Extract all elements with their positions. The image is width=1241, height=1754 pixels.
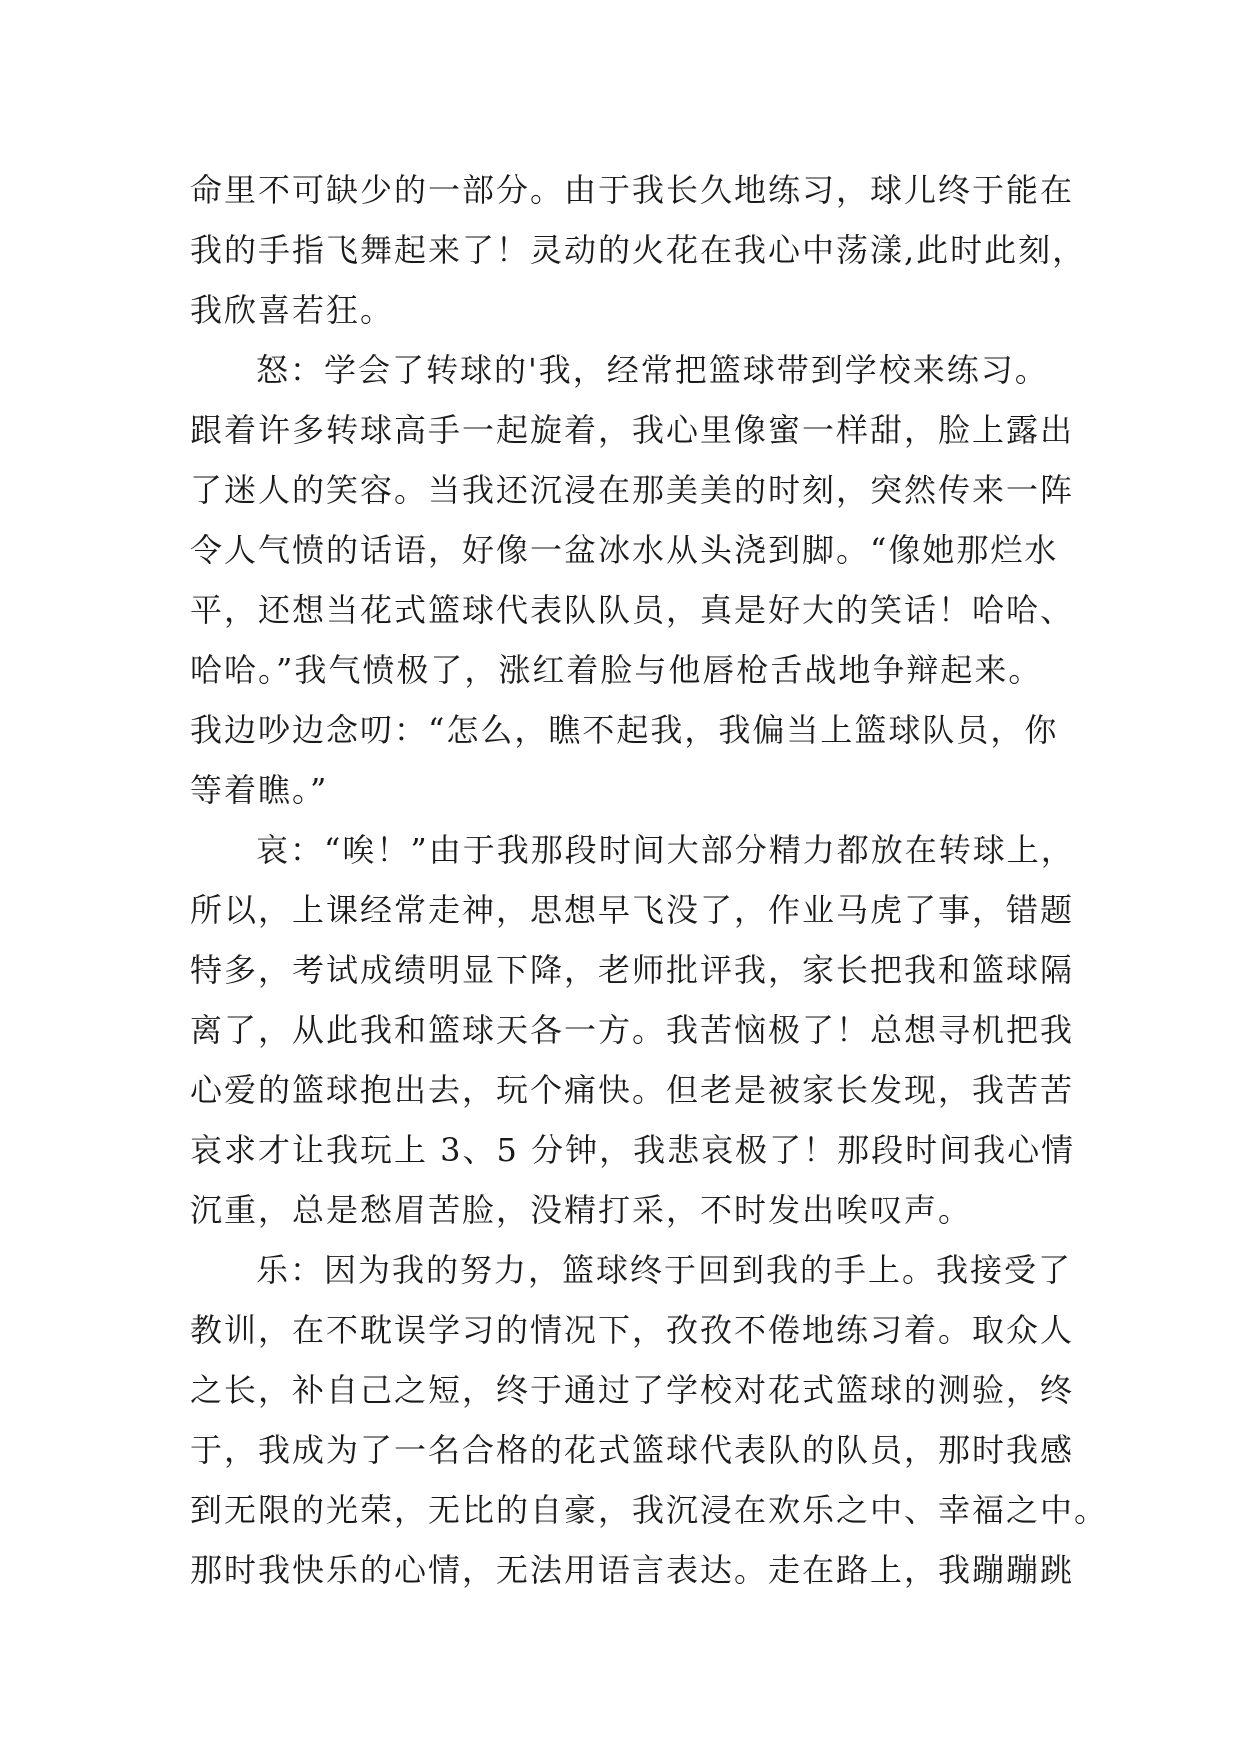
text-line: 我边吵边念叨：“怎么，瞧不起我，我偏当上篮球队员，你 bbox=[190, 711, 1059, 749]
text-line: 沉重，总是愁眉苦脸，没精打采，不时发出唉叹声。 bbox=[190, 1191, 973, 1229]
text-line: 所以，上课经常走神，思想早飞没了，作业马虎了事，错题 bbox=[190, 891, 1075, 929]
text-line: 了迷人的笑容。当我还沉浸在那美美的时刻，突然传来一阵 bbox=[190, 471, 1075, 509]
paragraph-start-line: 怒：学会了转球的'我，经常把篮球带到学校来练习。 bbox=[256, 351, 1049, 389]
text-line: 我欣喜若狂。 bbox=[190, 291, 395, 329]
text-line: 命里不可缺少的一部分。由于我长久地练习，球儿终于能在 bbox=[190, 171, 1075, 209]
text-line: 我的手指飞舞起来了！灵动的火花在我心中荡漾,此时此刻， bbox=[190, 231, 1087, 269]
paragraph-start-line: 乐：因为我的努力，篮球终于回到我的手上。我接受了 bbox=[256, 1251, 1073, 1289]
body-text bbox=[190, 160, 1109, 1600]
text-line: 跟着许多转球高手一起旋着，我心里像蜜一样甜，脸上露出 bbox=[190, 411, 1075, 449]
text-line: 于，我成为了一名合格的花式篮球代表队的队员，那时我感 bbox=[190, 1431, 1075, 1469]
text-line: 平，还想当花式篮球代表队队员，真是好大的笑话！哈哈、 bbox=[190, 591, 1075, 629]
text-line: 哀求才让我玩上 3、5 分钟，我悲哀极了！那段时间我心情 bbox=[190, 1131, 1076, 1169]
text-line: 到无限的光荣，无比的自豪，我沉浸在欢乐之中、幸福之中。 bbox=[190, 1491, 1109, 1529]
paragraph-start-line: 哀：“唉！”由于我那段时间大部分精力都放在转球上， bbox=[256, 831, 1075, 869]
text-line: 等着瞧。” bbox=[190, 771, 329, 809]
text-line: 哈哈。”我气愤极了，涨红着脸与他唇枪舌战地争辩起来。 bbox=[190, 651, 1043, 689]
text-line: 特多，考试成绩明显下降，老师批评我，家长把我和篮球隔 bbox=[190, 951, 1075, 989]
text-line: 那时我快乐的心情，无法用语言表达。走在路上，我蹦蹦跳 bbox=[190, 1551, 1075, 1589]
text-line: 令人气愤的话语，好像一盆冰水从头浇到脚。“像她那烂水 bbox=[190, 531, 1059, 569]
text-line: 教训，在不耽误学习的情况下，孜孜不倦地练习着。取众人 bbox=[190, 1311, 1075, 1349]
text-line: 之长，补自己之短，终于通过了学校对花式篮球的测验，终 bbox=[190, 1371, 1075, 1409]
text-line: 离了，从此我和篮球天各一方。我苦恼极了！总想寻机把我 bbox=[190, 1011, 1075, 1049]
text-line: 心爱的篮球抱出去，玩个痛快。但老是被家长发现，我苦苦 bbox=[190, 1071, 1075, 1109]
